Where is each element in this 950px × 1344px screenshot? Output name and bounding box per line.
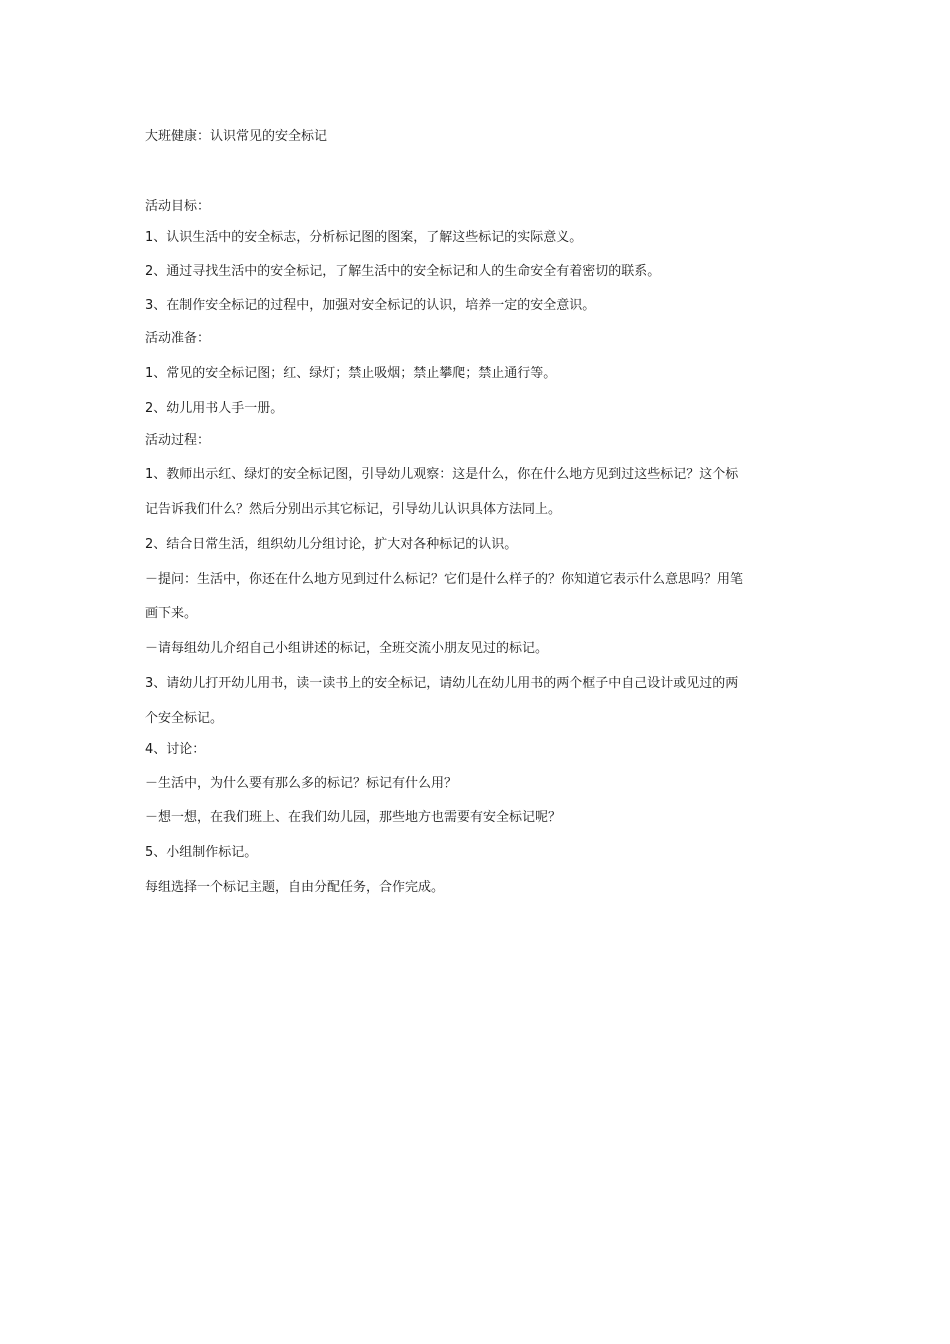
goal-item: 2、通过寻找生活中的安全标记，了解生活中的安全标记和人的生命安全有着密切的联系。	[145, 264, 661, 279]
process-line: 个安全标记。	[145, 711, 224, 726]
process-line: －想一想，在我们班上、在我们幼儿园，那些地方也需要有安全标记呢？	[145, 810, 562, 825]
preparation-item: 2、幼儿用书人手一册。	[145, 401, 284, 416]
process-line: －生活中，为什么要有那么多的标记？标记有什么用？	[145, 776, 458, 791]
preparation-item: 1、常见的安全标记图；红、绿灯；禁止吸烟；禁止攀爬；禁止通行等。	[145, 366, 557, 381]
process-line: 5、小组制作标记。	[145, 845, 258, 860]
process-line: －请每组幼儿介绍自己小组讲述的标记，全班交流小朋友见过的标记。	[145, 641, 549, 656]
process-line: 每组选择一个标记主题，自由分配任务，合作完成。	[145, 880, 445, 895]
process-line: 1、教师出示红、绿灯的安全标记图，引导幼儿观察：这是什么，你在什么地方见到过这些标记？这个标	[145, 467, 739, 482]
section-heading-preparation: 活动准备：	[145, 331, 211, 346]
process-line: 3、请幼儿打开幼儿用书，读一读书上的安全标记，请幼儿在幼儿用书的两个框子中自己设计或见过的两	[145, 676, 739, 691]
section-heading-process: 活动过程：	[145, 433, 211, 448]
process-line: 画下来。	[145, 606, 198, 621]
process-line: 2、结合日常生活，组织幼儿分组讨论，扩大对各种标记的认识。	[145, 537, 518, 552]
process-line: －提问：生活中，你还在什么地方见到过什么标记？它们是什么样子的？你知道它表示什么意思吗？用笔	[145, 572, 744, 587]
process-line: 4、讨论：	[145, 742, 206, 757]
process-line: 记告诉我们什么？然后分别出示其它标记，引导幼儿认识具体方法同上。	[145, 502, 562, 517]
goal-item: 1、认识生活中的安全标志，分析标记图的图案，了解这些标记的实际意义。	[145, 230, 583, 245]
document-title: 大班健康：认识常见的安全标记	[145, 129, 328, 144]
goal-item: 3、在制作安全标记的过程中，加强对安全标记的认识，培养一定的安全意识。	[145, 298, 596, 313]
section-heading-goals: 活动目标：	[145, 199, 211, 214]
